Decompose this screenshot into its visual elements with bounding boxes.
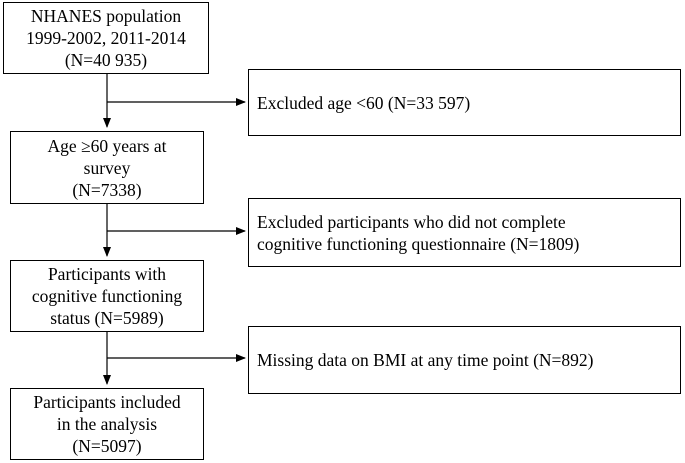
- step-3-line-3: status (N=5989): [50, 308, 164, 328]
- step-box-4: [10, 388, 204, 460]
- step-4-line-1: Participants included: [33, 392, 181, 412]
- step-2-line-2: survey: [83, 157, 131, 178]
- exclusion-2-line-1: Excluded participants who did not complete: [257, 211, 566, 232]
- exclusion-3-line-1: Missing data on BMI at any time point (N=892): [257, 350, 594, 370]
- step-box-2: [10, 131, 204, 204]
- step-4-line-2: in the analysis: [56, 414, 158, 434]
- step-box-3: [10, 260, 204, 332]
- step-box-1: [3, 2, 209, 74]
- step-2-line-1: Age ≥60 years at: [47, 135, 167, 156]
- exclusion-box-1: [248, 69, 681, 136]
- step-3-line-1: Participants with: [47, 264, 167, 284]
- exclusion-1-line-1: Excluded age <60 (N=33 597): [257, 92, 471, 113]
- step-4-line-3: (N=5097): [72, 436, 142, 456]
- exclusion-box-3: [248, 326, 681, 394]
- step-1-line-3: (N=40 935): [64, 50, 148, 70]
- exclusion-2-line-2: cognitive functioning questionnaire (N=1809): [257, 233, 580, 254]
- step-3-line-2: cognitive functioning: [31, 286, 183, 306]
- step-1-line-2: 1999-2002, 2011-2014: [26, 28, 186, 48]
- step-2-line-3: (N=7338): [72, 179, 142, 200]
- step-1-line-1: NHANES population: [30, 6, 182, 26]
- exclusion-box-2: [248, 198, 681, 267]
